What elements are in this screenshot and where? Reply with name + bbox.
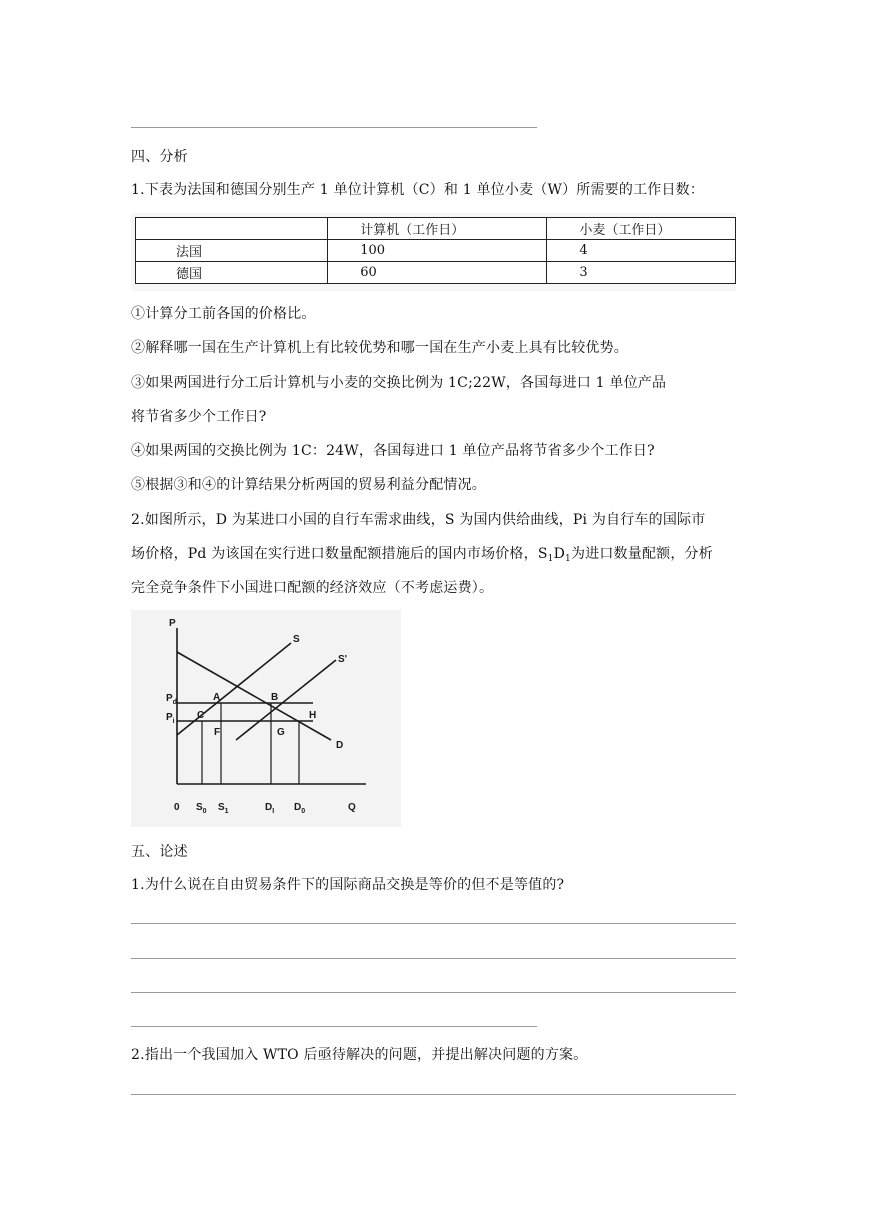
price-label-pd (166, 693, 177, 706)
x-label-s1-sub: 1 (224, 808, 229, 815)
point-label-g: G (277, 727, 285, 738)
question1-item: 将节省多少个工作日? (131, 409, 267, 425)
price-label-pi-main: P (166, 712, 173, 723)
point-label-b: B (271, 692, 279, 703)
quota-symbol-s: S (537, 546, 548, 562)
answer-line (131, 1094, 736, 1095)
import-quota-diagram (131, 610, 401, 827)
answer-line (131, 923, 736, 924)
answer-line (131, 1026, 537, 1027)
curve-label-s: S (293, 634, 300, 645)
x-label-s1 (218, 802, 229, 815)
x-label-s0 (196, 802, 207, 815)
table-cell: 100 (328, 240, 547, 262)
question2-line2 (131, 545, 713, 568)
point-label-a: A (213, 692, 221, 703)
x-label-s0-main: S (196, 802, 203, 813)
question1-item: ⑤根据③和④的计算结果分析两国的贸易利益分配情况。 (131, 477, 486, 493)
demand-curve-d (177, 652, 331, 740)
section5-heading: 五、论述 (131, 844, 188, 860)
curve-label-s-prime: S' (338, 654, 348, 665)
answer-line-top (131, 127, 537, 128)
question2-line2-tail: 为进口数量配额，分析 (570, 546, 713, 562)
question2-line3: 完全竞争条件下小国进口配额的经济效应（不考虑运费）。 (131, 580, 494, 596)
quota-symbol-d: D (553, 546, 566, 562)
price-label-pi-sub: i (172, 718, 175, 725)
question1-item: ①计算分工前各国的价格比。 (131, 306, 316, 322)
x-label-s1-main: S (218, 802, 225, 813)
table-header-cell (136, 218, 328, 240)
essay-question2: 2.指出一个我国加入 WTO 后亟待解决的问题，并提出解决问题的方案。 (131, 1047, 588, 1063)
point-label-f: F (214, 727, 221, 738)
axis-label-p: P (169, 618, 176, 629)
table-cell: 法国 (136, 240, 328, 262)
answer-line (131, 992, 736, 993)
table-header-cell: 小麦（工作日） (547, 218, 736, 240)
axis-label-q: Q (348, 802, 356, 813)
question1-item: ④如果两国的交换比例为 1C：24W，各国每进口 1 单位产品将节省多少个工作日? (131, 443, 655, 459)
x-label-d1-main: D (265, 802, 273, 813)
section4-heading: 四、分析 (131, 149, 188, 165)
x-label-d1 (265, 802, 274, 815)
question2-line2-text: 场价格，Pd 为该国在实行进口数量配额措施后的国内市场价格， (131, 546, 538, 562)
question1-item: ③如果两国进行分工后计算机与小麦的交换比例为 1C;22W，各国每进口 1 单位产品 (131, 375, 667, 391)
work-days-table-container (131, 213, 736, 291)
point-label-c: C (197, 710, 205, 721)
point-label-h: H (309, 710, 317, 721)
x-label-d1-sub: I (272, 808, 275, 815)
table-cell: 4 (547, 240, 736, 262)
table-header-cell: 计算机（工作日） (328, 218, 547, 240)
x-label-d0-main: D (294, 802, 302, 813)
table-cell: 3 (547, 262, 736, 284)
curve-label-d: D (336, 740, 344, 751)
essay-question1: 1.为什么说在自由贸易条件下的国际商品交换是等价的但不是等值的? (131, 877, 565, 893)
origin-label: 0 (174, 802, 180, 813)
x-label-d0-sub: 0 (301, 808, 306, 815)
import-quota-diagram-svg (131, 610, 401, 827)
quota-symbol-d-sub: 1 (565, 554, 571, 564)
table-row (136, 262, 736, 284)
price-label-pd-main: P (166, 693, 173, 704)
question1-intro: 1.下表为法国和德国分别生产 1 单位计算机（C）和 1 单位小麦（W）所需要的工作日数： (131, 182, 705, 198)
table-cell: 德国 (136, 262, 328, 284)
x-label-s0-sub: 0 (202, 808, 207, 815)
x-label-d0 (294, 802, 305, 815)
answer-line (131, 958, 736, 959)
quota-symbol-s-sub: 1 (547, 554, 554, 564)
work-days-table (135, 217, 736, 284)
price-label-pd-sub: d (172, 699, 177, 706)
table-header-row (136, 218, 736, 240)
supply-curve-s-prime (236, 660, 336, 740)
question2-line1: 2.如图所示，D 为某进口小国的自行车需求曲线，S 为国内供给曲线，Pi 为自行车的国际市 (131, 512, 706, 528)
table-row (136, 240, 736, 262)
question1-item: ②解释哪一国在生产计算机上有比较优势和哪一国在生产小麦上具有比较优势。 (131, 340, 628, 356)
table-cell: 60 (328, 262, 547, 284)
price-label-pi (166, 712, 175, 725)
